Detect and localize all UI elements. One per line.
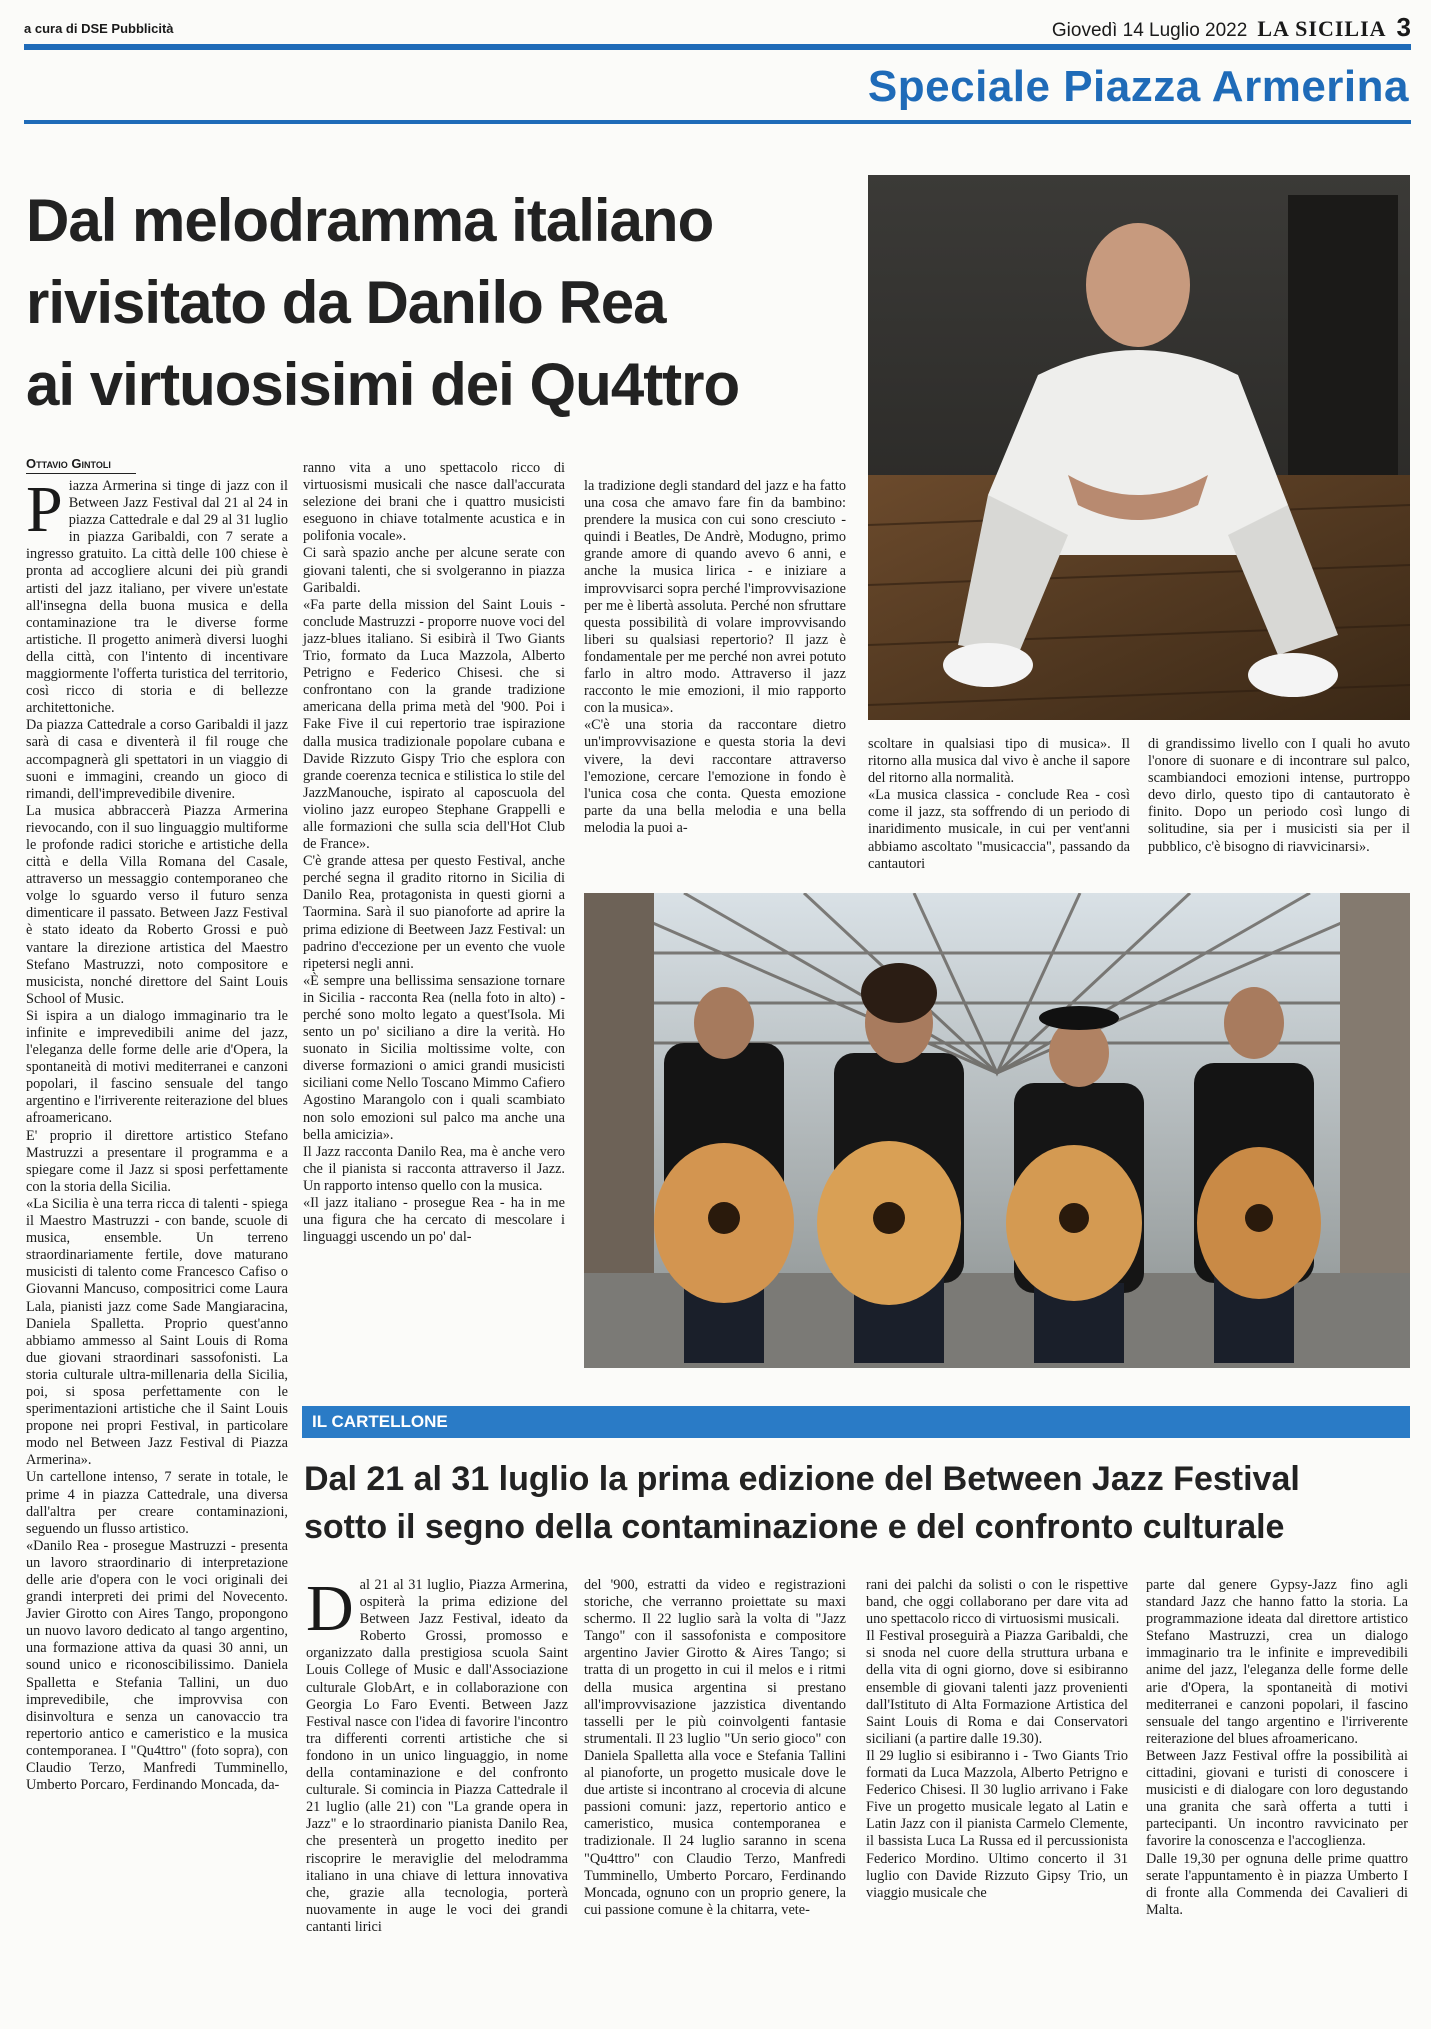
article2-col3: rani dei palchi da solisti o con le rispettive band, che oggi collaborano per dare vita ad uno spettacolo ricco di virtuosismi musicali. Il Festival proseguirà a Piazza Garibaldi, che si snoda nel cuore della struttura urbana e della vita di ogni giorno, dove si esibiranno ensemble di giovani talenti jazz provenienti dall'Istituto di Alta Formazione Artistica del Saint Louis di Roma e dai Conservatori siciliani (a partire dalle 19.30). Il 29 luglio si esibiranno i - Two Giants Trio formati da Luca Mazzola, Alberto Petrigno e Federico Chisesi. Il 30 luglio arrivano i Fake Five un progetto musicale legato al Latin e Latin Jazz con il pianista Carmelo Clemente, il bassista Luca La Russa ed il percussionista Federico Mordino. Ultimo concerto il 31 luglio con Davide Rizzuto Gipsy Trio, un viaggio musicale che	[866, 1577, 1128, 1901]
byline: Ottavio Gintoli	[26, 456, 136, 474]
section-title: Speciale Piazza Armerina	[867, 62, 1409, 111]
dropcap: D	[306, 1572, 354, 1645]
issue-date: Giovedì 14 Luglio 2022	[1051, 20, 1248, 41]
page-number: 3	[1396, 12, 1411, 42]
article1-col5: di grandissimo livello con I quali ho avuto l'onore di suonare e di incontrare sul palco, scambiandoci emozioni intense, purtroppo devo dirlo, questo tipo di cantautorato è finito. Dopo un periodo così lungo di solitudine, sia per i musicisti sia per il pubblico, c'è bisogno di riavvicinarsi».	[1148, 736, 1410, 855]
top-rule	[24, 44, 1411, 50]
photo-qu4ttro	[584, 893, 1410, 1368]
article2-col2: del '900, estratti da video e registrazioni storiche, che verranno proiettate su maxi schermo. Il 22 luglio sarà la volta di "Jazz Tango" con il sassofonista e compositore argentino Javier Girotto & Aires Tango; si tratta di un progetto in cui il melos e i ritmi della musica argentina si prestano all'improvvisazione jazzistica diventando tasselli per le più coinvolgenti fantasie strumentali. Il 23 luglio "Un serio gioco" con Daniela Spalletta alla voce e Stefania Tallini al pianoforte, un progetto musicale dove le due artiste si incontrano al crocevia di alcune passioni comuni: jazz, repertorio antico e cameristico, musica contemporanea e tradizionale. Il 24 luglio saranno in scena "Qu4ttro" con Claudio Terzo, Manfredi Tumminello, Umberto Porcaro, Ferdinando Moncada, ognuno con un proprio genere, la cui passione comune è la chitarra, vete-	[584, 1577, 846, 1918]
dropcap: P	[26, 473, 63, 546]
article1-col1: Piazza Armerina si tinge di jazz con il Between Jazz Festival dal 21 al 24 in piazza Cattedrale e dal 29 al 31 luglio in piazza Garibaldi, con 7 serate a ingresso gratuito. La città delle 100 chiese è pronta ad accogliere alcuni dei più grandi artisti del jazz italiano, per vivere un'estate all'insegna della buona musica e della contaminazione tra le diverse forme artistiche. Il progetto animerà diversi luoghi della città, con l'intento di incentivare maggiormente l'offerta turistica del territorio, così ricco di storia e di bellezze architettoniche. Da piazza Cattedrale a corso Garibaldi il jazz sarà di casa e diventerà il fil rouge che accompagnerà gli spettatori in un viaggio di suoni e immagini, creando un gioco di rimandi, dell'imprevedibile divenire. La musica abbraccerà Piazza Armerina rievocando, con il suo linguaggio multiforme le profonde radici storiche e artistiche della città e della Villa Romana del Casale, attraverso un messaggio contemporaneo che volge lo sguardo verso il futuro senza dimenticare il passato. Between Jazz Festival è stato ideato da Roberto Grossi e può vantare la direzione artistica del Maestro Stefano Mastruzzi, noto compositore e musicista, nonché direttore del Saint Louis School of Music. Si ispira a un dialogo immaginario tra le infinite e imprevedibili anime del jazz, l'eleganza delle forme delle arie d'Opera, la spontaneità di motivi mediterranei e canzoni popolari, il fascino sensuale del tango argentino e l'irriverente reiterazione del blues afroamericano. E' proprio il direttore artistico Stefano Mastruzzi a presentare il programma e a spiegare come il Jazz si sposi perfettamente con la storia della Sicilia. «La Sicilia è una terra ricca di talenti - spiega il Maestro Mastruzzi - con bande, scuole di musica, ensemble. Un terreno straordinariamente fertile, dove maturano musicisti di talento come Francesco Cafiso o Giovanni Mancuso, compositrici come Laura Lala, pianisti jazz come Sade Mangiaracina, Daniela Spalletta. Proprio quest'anno abbiamo ammesso al Saint Louis di Roma due giovani straordinari sassofonisti. La storia culturale ultra-millenaria della Sicilia, poi, si sposa perfettamente con le sperimentazioni artistiche che il Saint Louis propone nei propri Festival, in particolare modo nel Between Jazz Festival di Piazza Armerina». Un cartellone intenso, 7 serate in totale, le prime 4 in piazza Cattedrale, una diversa dall'altra per creare contaminazioni, seguendo un flusso artistico. «Danilo Rea - prosegue Mastruzzi - presenta un lavoro straordinario di interpretazione delle arie d'opera con le voci originali dei grandi interpreti dei primi del Novecento. Javier Girotto con Aires Tango, propongono un nuovo lavoro dedicato al tango argentino, una formazione attiva da quasi 30 anni, un sound unico e riconoscibilissimo. Daniela Spalletta e Stefania Tallini, un duo imprevedibile, che improvvisa con disinvoltura e senza un canovaccio tra repertorio antico e cameristico e la musica contemporanea. I "Qu4ttro" (foto sopra), con Claudio Terzo, Manfredi Tumminello, Umberto Porcaro, Ferdinando Moncada, da-	[26, 473, 288, 1794]
section-rule	[24, 120, 1411, 124]
masthead	[1052, 12, 1411, 43]
section-tag: IL CARTELLONE	[302, 1406, 1410, 1438]
article-headline: Dal melodramma italiano rivisitato da Danilo Rea ai virtuosisimi dei Qu4ttro	[26, 187, 740, 418]
article1-col4: scoltare in qualsiasi tipo di musica». Il ritorno alla musica dal vivo è anche il sapore del ritorno alla normalità. «La musica classica - conclude Rea - così come il jazz, sta soffrendo di un periodo di inaridimento musicale, in cui per vent'anni abbiamo ascoltato "musicaccia", passando da cantautori	[868, 736, 1130, 872]
article1-col2: ranno vita a uno spettacolo ricco di virtuosismi musicali che nasce dall'accurata selezione dei brani che i quattro musicisti eseguono in chiave totalmente acustica e in polifonia vocale». Ci sarà spazio anche per alcune serate con giovani talenti, che si svolgeranno in piazza Garibaldi. «Fa parte della mission del Saint Louis - conclude Mastruzzi - proporre nuove voci del jazz-blues italiano. Si esibirà il Two Giants Trio, formato da Luca Mazzola, Alberto Petrigno e Federico Chisesi. che si confrontano con la grande tradizione americana della prima metà del '900. Poi i Fake Five il cui repertorio trae ispirazione dalla musica tradizionale popolare cubana e Davide Rizzuto Gispy Trio che esplora con grande coerenza tecnica e stilistica lo stile del JazzManouche, ispirato al caposcuola del violino jazz europeo Stephane Grappelli e alle formazioni che sulla scia dell'Hot Club de France». C'è grande attesa per questo Festival, anche perché segna il gradito ritorno in Sicilia di Danilo Rea, protagonista in questi giorni a Taormina. Sarà il suo pianoforte ad aprire la prima edizione di Beetween Jazz Festival: un padrino d'eccezione per un evento che vuole ripetersi negli anni. «È sempre una bellissima sensazione tornare in Sicilia - racconta Rea (nella foto in alto) - perché sono molto legato a quest'Isola. Mi sento un po' siciliano a dire la verità. Ho suonato in Sicilia moltissime volte, con diverse formazioni o amici grandi musicisti siciliani come Nello Toscano Mimmo Cafiero Agostino Marangolo con i quali scambiato non solo emozioni sul palco ma anche una bella amicizia». Il Jazz racconta Danilo Rea, ma è anche vero che il pianista si racconta attraverso il Jazz. Un rapporto intenso quello con la musica. «Il jazz italiano - prosegue Rea - ha in me una figura che ha cercato di mescolare i linguaggi uscendo un po' dal-	[303, 460, 565, 1246]
article1-col3: la tradizione degli standard del jazz e ha fatto una cosa che amavo fare fin da bambino: prendere la musica con cui sono cresciuto - quindi i Beatles, De Andrè, Modugno, primo grande amore di quando avevo 6 anni, e anche la musica lirica - e iniziare a improvvisarci sopra perché l'improvvisazione per me è libertà assoluta. Perché non sfruttare questa possibilità di volare improvvisando liberi su qualsiasi repertorio? Il jazz è fondamentale per me perché non avrei potuto farlo in altro modo. Attraverso il jazz racconto le mie emozioni, il mio rapporto con la musica». «C'è una storia da raccontare dietro un'improvvisazione e questa storia la devi vivere, la devi raccontare attraverso l'emozione, cercare l'emozione in fondo è l'unica cosa che conta. Questa emozione parte da una bella melodia e una bella melodia la puoi a-	[584, 478, 846, 836]
newspaper-name: LA SICILIA	[1257, 16, 1387, 41]
article2-col1: Dal 21 al 31 luglio, Piazza Armerina, ospiterà la prima edizione del Between Jazz Festival, ideato da Roberto Grossi, promosso e organizzato dalla prestigiosa scuola Saint Louis College of Music e dall'Associazione culturale GlobArt, e in collaborazione con Georgia Lo Faro Eventi. Between Jazz Festival nasce con l'idea di favorire l'incontro tra differenti correnti artistiche che si fondono in un unico linguaggio, in nome della contaminazione e del confronto culturale. Si comincia in Piazza Cattedrale il 21 luglio (alle 21) con "La grande opera in Jazz" e lo straordinario pianista Danilo Rea, che presenterà un progetto inedito per riscoprire le meraviglie del melodramma italiano in una chiave di lettura innovativa che, grazie alla tecnologia, porterà nuovamente in auge le voci dei grandi cantanti lirici	[306, 1572, 568, 1935]
article2-col4: parte dal genere Gypsy-Jazz fino agli standard Jazz che hanno fatto la storia. La programmazione ideata dal direttore artistico Stefano Mastruzzi, crea un dialogo immaginario tra le infinite e imprevedibili anime del jazz, l'eleganza delle forme delle arie d'Opera, la spontaneità di motivi mediterranei e canzoni popolari, il fascino sensuale del tango argentino e l'irriverente reiterazione del blues afroamericano. Between Jazz Festival offre la possibilità ai cittadini, giovani e turisti di conoscere i musicisti e di dialogare con loro degustando una granita che sarà offerta a tutti i partecipanti. Un incontro ravvicinato per favorire la conoscenza e l'accoglienza. Dalle 19,30 per ognuna delle prime quattro serate l'appuntamento è in piazza Umberto I di fronte alla Commenda dei Cavalieri di Malta.	[1146, 1577, 1408, 1918]
photo-danilo-rea	[868, 175, 1410, 720]
article2-headline: Dal 21 al 31 luglio la prima edizione del Between Jazz Festival sotto il segno della contaminazione e del confronto culturale	[304, 1460, 1300, 1546]
credit-line: a cura di DSE Pubblicità	[24, 21, 174, 36]
